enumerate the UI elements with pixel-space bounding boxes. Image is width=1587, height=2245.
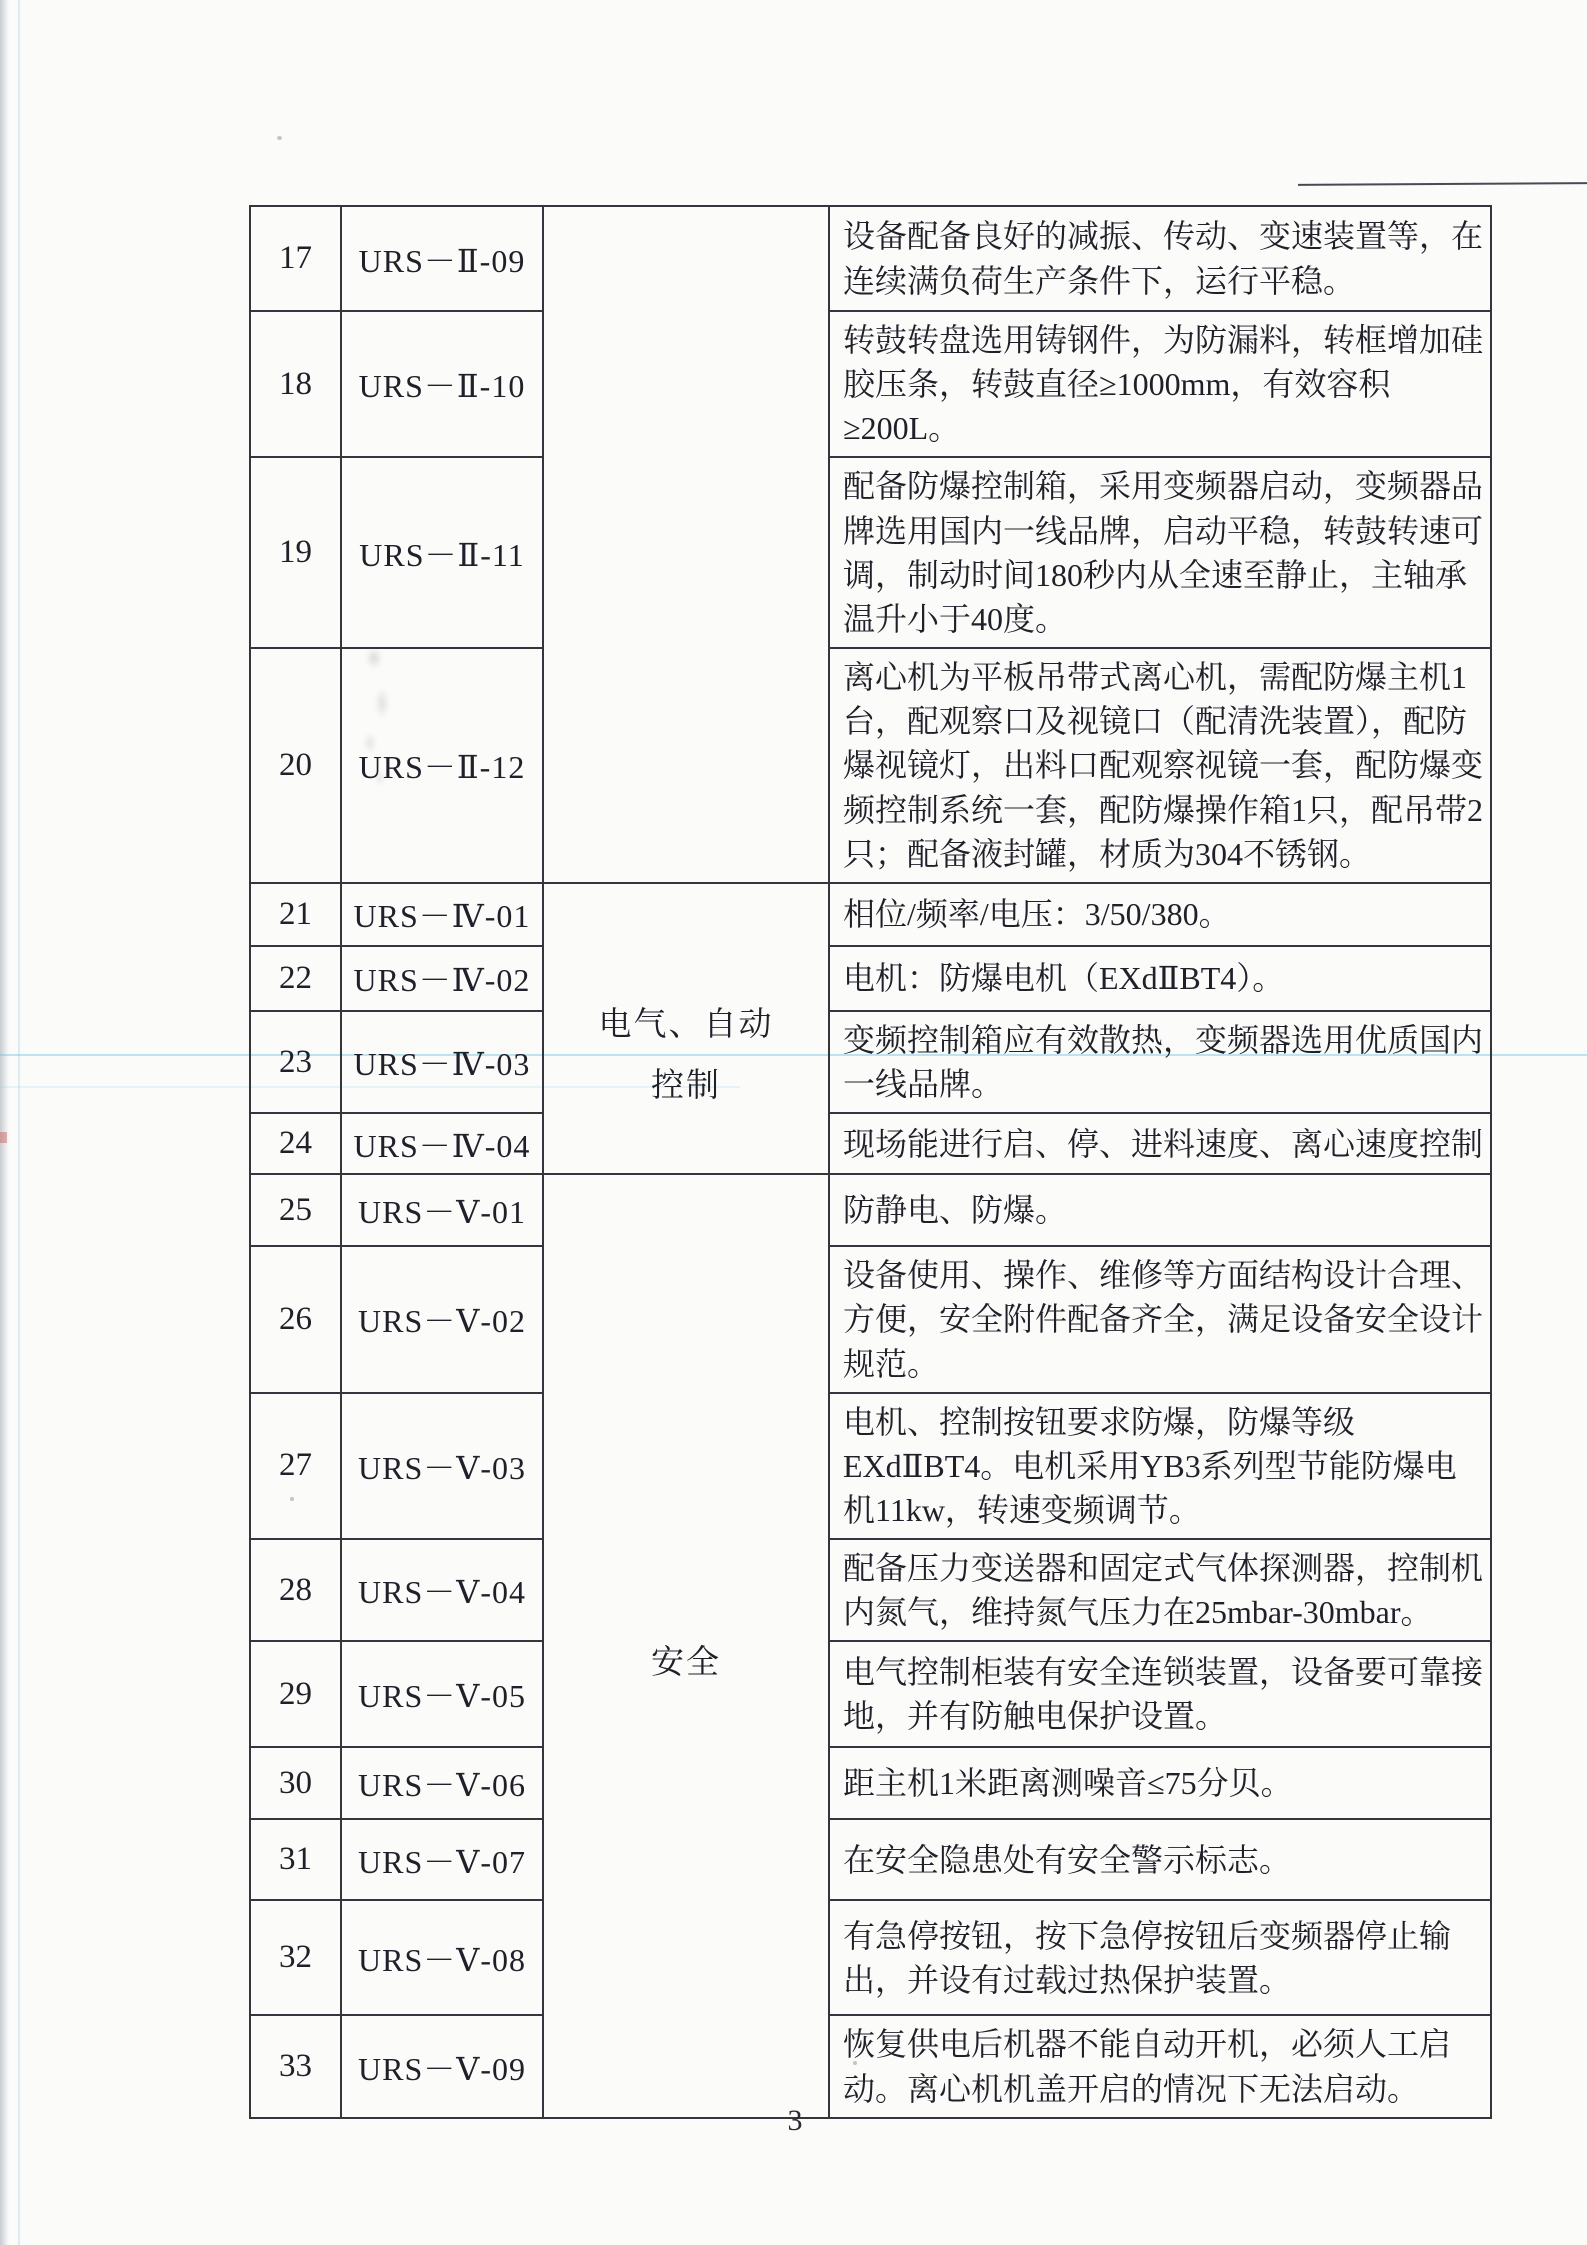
- scan-blue-vertical-line: [18, 0, 20, 2245]
- urs-requirements-table: [249, 205, 1492, 2119]
- description-cell: 离心机为平板吊带式离心机，需配防爆主机1台，配观察口及视镜口（配清洗装置），配防爆视镜灯，出料口配观察视镜一套，配防爆变频控制系统一套，配防爆操作箱1只，配吊带2只；配备液封罐，材质为304不锈钢。: [829, 648, 1491, 883]
- description-cell: 有急停按钮，按下急停按钮后变频器停止输出，并设有过载过热保护装置。: [829, 1900, 1491, 2015]
- scan-edge-stripe: [0, 0, 9, 2245]
- description-cell: 配备防爆控制箱，采用变频器启动，变频器品牌选用国内一线品牌，启动平稳，转鼓转速可调，制动时间180秒内从全速至静止，主轴承温升小于40度。: [829, 457, 1491, 648]
- category-label-line: 电气、自动: [598, 1007, 774, 1044]
- urs-code-cell: URS－Ⅴ-07: [341, 1819, 543, 1900]
- table-row: [250, 1393, 1491, 1539]
- table-row: [250, 1246, 1491, 1392]
- row-number-cell: 29: [250, 1641, 341, 1747]
- row-number-cell: 33: [250, 2015, 341, 2117]
- urs-code-cell: URS－Ⅴ-01: [341, 1174, 543, 1246]
- row-number-cell: 24: [250, 1113, 341, 1174]
- urs-code-cell: URS－Ⅳ-02: [341, 946, 543, 1011]
- description-cell: 在安全隐患处有安全警示标志。: [829, 1819, 1491, 1900]
- scan-speck: [277, 136, 282, 140]
- description-cell: 电机、控制按钮要求防爆，防爆等级EXdⅡBT4。电机采用YB3系列型节能防爆电机11kw，转速变频调节。: [829, 1393, 1491, 1539]
- table-row: [250, 2015, 1491, 2117]
- row-number-cell: 23: [250, 1011, 341, 1113]
- table-row: [250, 648, 1491, 883]
- urs-code-cell: URS－Ⅱ-10: [341, 311, 543, 457]
- scan-red-mark: [0, 1132, 7, 1143]
- description-cell: 防静电、防爆。: [829, 1174, 1491, 1246]
- category-cell: [543, 1174, 829, 2118]
- description-cell: 转鼓转盘选用铸钢件，为防漏料，转框增加硅胶压条，转鼓直径≥1000mm，有效容积≥200L。: [829, 311, 1491, 457]
- row-number-cell: 22: [250, 946, 341, 1011]
- description-cell: 设备配备良好的减振、传动、变速装置等，在连续满负荷生产条件下，运行平稳。: [829, 206, 1491, 311]
- urs-code-cell: URS－Ⅱ-11: [341, 457, 543, 648]
- row-number-cell: 17: [250, 206, 341, 311]
- row-number-cell: 28: [250, 1539, 341, 1641]
- urs-code-cell: URS－Ⅳ-03: [341, 1011, 543, 1113]
- urs-code-cell: URS－Ⅴ-08: [341, 1900, 543, 2015]
- table-row: [250, 1641, 1491, 1747]
- category-cell: [543, 206, 829, 883]
- table-row: [250, 883, 1491, 946]
- category-cell: [543, 883, 829, 1174]
- table-row: [250, 457, 1491, 648]
- row-number-cell: 20: [250, 648, 341, 883]
- row-number-cell: 26: [250, 1246, 341, 1392]
- row-number-cell: 25: [250, 1174, 341, 1246]
- description-cell: 相位/频率/电压：3/50/380。: [829, 883, 1491, 946]
- table-row: [250, 1174, 1491, 1246]
- description-cell: 距主机1米距离测噪音≤75分贝。: [829, 1747, 1491, 1819]
- urs-code-cell: URS－Ⅳ-01: [341, 883, 543, 946]
- page-number: 3: [787, 2104, 803, 2137]
- table-row: [250, 1900, 1491, 2015]
- description-cell: 设备使用、操作、维修等方面结构设计合理、方便，安全附件配备齐全，满足设备安全设计规范。: [829, 1246, 1491, 1392]
- description-cell: 电机：防爆电机（EXdⅡBT4）。: [829, 946, 1491, 1011]
- table-row: [250, 1539, 1491, 1641]
- urs-code-cell: URS－Ⅴ-06: [341, 1747, 543, 1819]
- description-cell: 恢复供电后机器不能自动开机，必须人工启动。离心机机盖开启的情况下无法启动。: [829, 2015, 1491, 2117]
- description-cell: 电气控制柜装有安全连锁装置，设备要可靠接地，并有防触电保护设置。: [829, 1641, 1491, 1747]
- table-row: [250, 206, 1491, 311]
- urs-code-cell: URS－Ⅴ-04: [341, 1539, 543, 1641]
- urs-code-cell: URS－Ⅴ-02: [341, 1246, 543, 1392]
- row-number-cell: 32: [250, 1900, 341, 2015]
- category-label-line: 控制: [651, 1067, 721, 1104]
- table-row: [250, 946, 1491, 1011]
- urs-code-cell: URS－Ⅱ-12: [341, 648, 543, 883]
- category-label-line: 安全: [651, 1645, 721, 1682]
- urs-code-cell: URS－Ⅴ-03: [341, 1393, 543, 1539]
- table-row: [250, 1113, 1491, 1174]
- row-number-cell: 18: [250, 311, 341, 457]
- urs-code-cell: URS－Ⅴ-09: [341, 2015, 543, 2117]
- row-number-cell: 27: [250, 1393, 341, 1539]
- scan-top-right-line: [1298, 182, 1587, 186]
- table-row: [250, 1011, 1491, 1113]
- urs-code-cell: URS－Ⅳ-04: [341, 1113, 543, 1174]
- row-number-cell: 21: [250, 883, 341, 946]
- urs-code-cell: URS－Ⅱ-09: [341, 206, 543, 311]
- row-number-cell: 19: [250, 457, 341, 648]
- row-number-cell: 31: [250, 1819, 341, 1900]
- table-row: [250, 311, 1491, 457]
- table-body: [250, 206, 1491, 2118]
- urs-code-cell: URS－Ⅴ-05: [341, 1641, 543, 1747]
- table-row: [250, 1747, 1491, 1819]
- description-cell: 变频控制箱应有效散热，变频器选用优质国内一线品牌。: [829, 1011, 1491, 1113]
- table-row: [250, 1819, 1491, 1900]
- description-cell: 配备压力变送器和固定式气体探测器，控制机内氮气，维持氮气压力在25mbar-30mbar。: [829, 1539, 1491, 1641]
- row-number-cell: 30: [250, 1747, 341, 1819]
- description-cell: 现场能进行启、停、进料速度、离心速度控制: [829, 1113, 1491, 1174]
